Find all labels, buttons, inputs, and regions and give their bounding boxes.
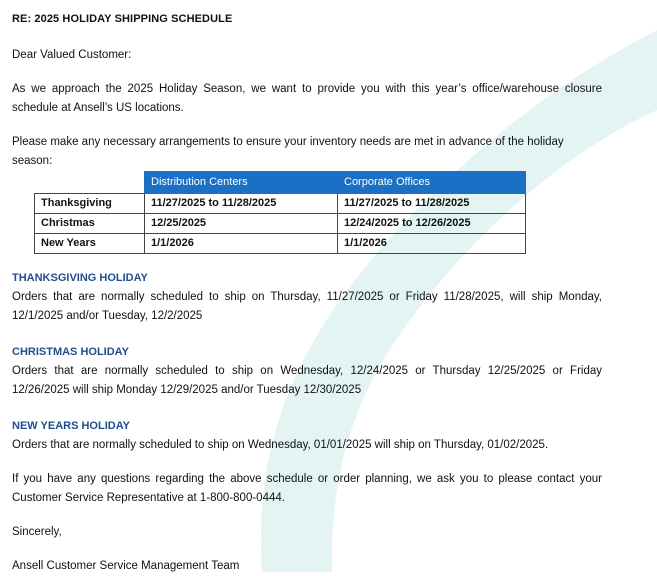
signature: Ansell Customer Service Management Team — [12, 560, 240, 572]
table-corner-cell — [35, 172, 145, 194]
corporate-offices-cell: 11/27/2025 to 11/28/2025 — [338, 194, 526, 214]
greeting: Dear Valued Customer: — [12, 49, 132, 61]
distribution-centers-cell: 11/27/2025 to 11/28/2025 — [145, 194, 338, 214]
table-header-row — [35, 172, 526, 194]
new-years-heading: NEW YEARS HOLIDAY — [12, 420, 130, 432]
table-intro: Please make any necessary arrangements to ensure your inventory needs are met in advance of the holiday season: — [12, 136, 564, 167]
thanksgiving-body: Orders that are normally scheduled to ship on Thursday, 11/27/2025 or Friday 11/28/2025, will ship Monday, 12/1/2025 and/or Tuesday, 12/2/2025 — [12, 291, 602, 322]
distribution-centers-cell: 1/1/2026 — [145, 234, 338, 254]
subject-line: RE: 2025 HOLIDAY SHIPPING SCHEDULE — [12, 13, 233, 25]
distribution-centers-cell: 12/25/2025 — [145, 214, 338, 234]
header-corporate-offices: Corporate Offices — [338, 172, 526, 194]
row-label: Christmas — [35, 214, 145, 234]
christmas-body: Orders that are normally scheduled to ship on Wednesday, 12/24/2025 or Thursday 12/25/2025 or Friday 12/26/2025 will ship Monday 12/29/2025 and/or Tuesday 12/30/2025 — [12, 365, 602, 396]
thanksgiving-heading: THANKSGIVING HOLIDAY — [12, 272, 148, 284]
contact-paragraph: If you have any questions regarding the above schedule or order planning, we ask you to please contact your Customer Service Representative at 1-800-800-0444. — [12, 473, 602, 504]
intro-paragraph: As we approach the 2025 Holiday Season, we want to provide you with this year’s office/warehouse closure schedule at Ansell’s US locations. — [12, 83, 602, 114]
row-label: New Years — [35, 234, 145, 254]
row-label: Thanksgiving — [35, 194, 145, 214]
corporate-offices-cell: 1/1/2026 — [338, 234, 526, 254]
closing: Sincerely, — [12, 526, 62, 538]
letter-body — [12, 10, 602, 576]
corporate-offices-cell: 12/24/2025 to 12/26/2025 — [338, 214, 526, 234]
table-row — [35, 234, 526, 254]
header-distribution-centers: Distribution Centers — [145, 172, 338, 194]
christmas-heading: CHRISTMAS HOLIDAY — [12, 346, 129, 358]
table-row — [35, 194, 526, 214]
closure-schedule-table — [34, 171, 526, 254]
table-row — [35, 214, 526, 234]
new-years-body: Orders that are normally scheduled to ship on Wednesday, 01/01/2025 will ship on Thursday, 01/02/2025. — [12, 439, 549, 451]
